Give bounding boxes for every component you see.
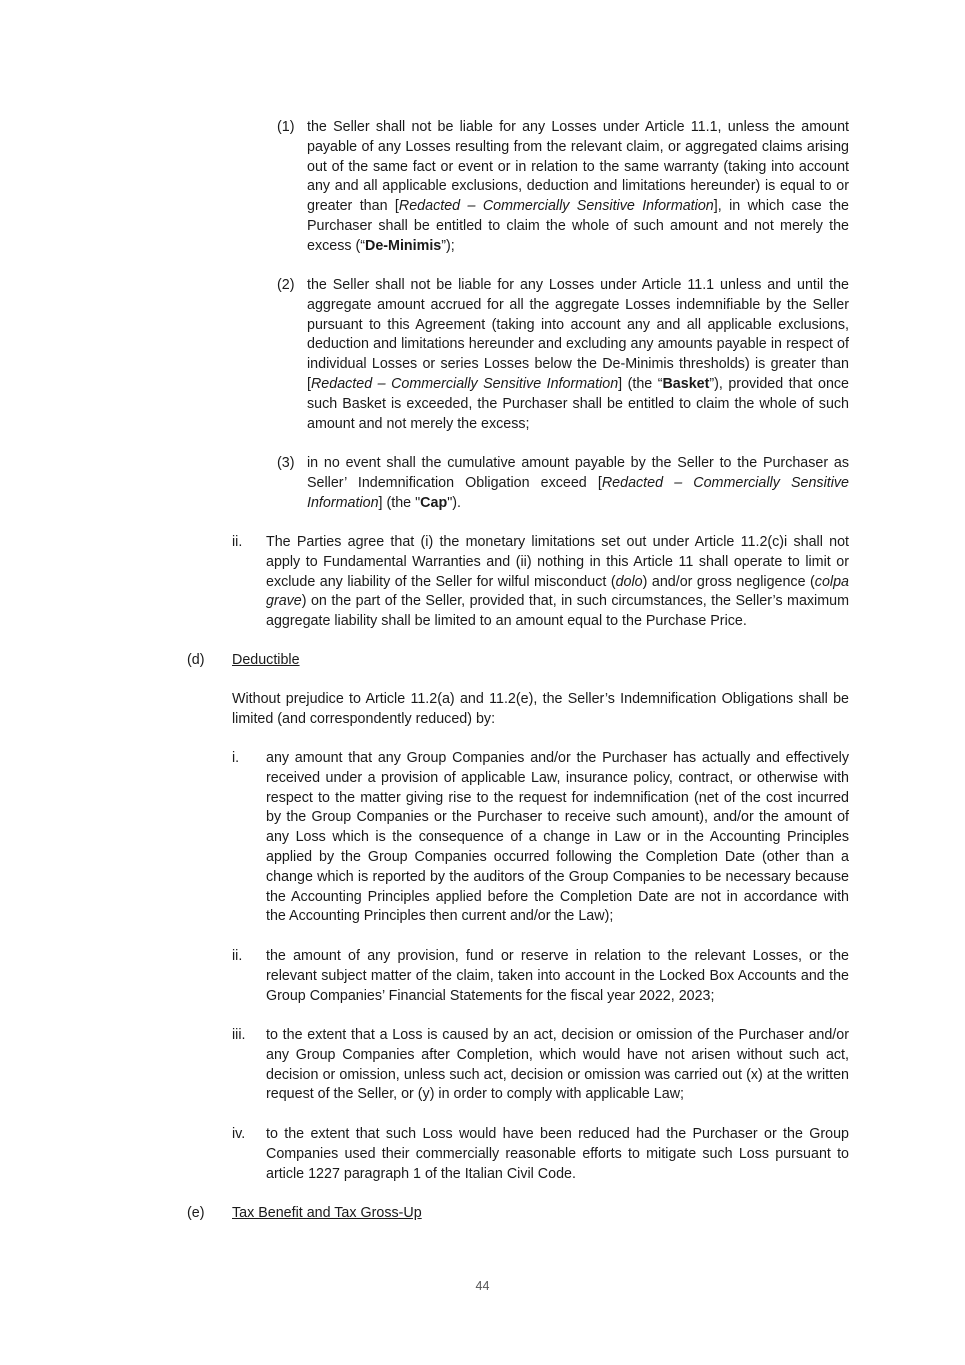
italic-run: Redacted – Commercially Sensitive Information <box>398 198 714 215</box>
section-title: Deductible <box>232 652 300 668</box>
text-run: any amount that any Group Companies and/or the Purchaser has actually and effectively received under a provision of applicable Law, insurance policy, contract, or otherwise with respect to the matter giving rise to the request for indemnification (net of the cost incurred by the Group Companies or the Purchaser to receive such amount), and/or the amount of any Loss which is the consequence of a change in Law or in the Accounting Principles applied by the Group Companies occurred following the Completion Date (other than a change which is reported by the auditors of the Group Companies to be necessary because the Accounting Principles applied before the Completion Date are not in accordance with the Accounting Principles then current and/or the Law); <box>266 750 849 925</box>
section-number: (d) <box>187 652 205 668</box>
text-run: ] (the “ <box>618 375 663 392</box>
italic-run: dolo <box>615 573 643 590</box>
text-run: the Seller shall not be liable for any Losses under Article 11.1, unless the amount payable of any Losses resulting from the relevant claim, or aggregated claims arising out of the same fact or event or in relation to the same warranty (taking into account any and all applicable exclusions, deduction and limitations hereunder) is equal to or greater than [ <box>307 119 849 215</box>
d-item-i <box>232 749 849 927</box>
d-item-iv <box>232 1125 849 1184</box>
text-run: "). <box>447 494 461 511</box>
italic-run: colpa grave <box>266 573 849 610</box>
item-number: ii. <box>232 948 243 964</box>
text-run: in no event shall the cumulative amount payable by the Seller to the Purchaser as Seller’ Indemnification Obligation exceed [ <box>307 455 849 491</box>
defined-term: Cap <box>420 494 448 511</box>
d-item-iii <box>232 1026 849 1105</box>
item-text <box>266 1125 849 1184</box>
item-ii-monetary-limitations <box>232 533 849 632</box>
text-run: ”); <box>441 237 455 254</box>
text-run: the amount of any provision, fund or reserve in relation to the relevant Losses, or the relevant subject matter of the claim, taken into account in the Locked Box Accounts and the Group Companies’ Financial Statements for the fiscal year 2022, 2023; <box>266 948 849 1004</box>
item-number: iv. <box>232 1126 246 1142</box>
section-d-intro: Without prejudice to Article 11.2(a) and 11.2(e), the Seller’s Indemnification Obligations shall be limited (and correspondently reduced) by: <box>232 691 849 727</box>
item-text <box>266 947 849 1006</box>
text-run: ) and/or gross negligence ( <box>642 573 815 590</box>
item-number: ii. <box>232 534 243 550</box>
item-number: (2) <box>277 277 295 293</box>
text-run: to the extent that such Loss would have been reduced had the Purchaser or the Group Companies used their commercially reasonable efforts to mitigate such Loss pursuant to article 1227 paragraph 1 of the Italian Civil Code. <box>266 1126 849 1182</box>
section-number: (e) <box>187 1205 205 1221</box>
text-run: ], in which case the Purchaser shall be entitled to claim the whole of such amount and not merely the excess (“ <box>307 198 850 254</box>
section-e-heading <box>187 1204 587 1224</box>
text-run: ”), provided that once such Basket is exceeded, the Purchaser shall be entitled to claim the whole of such amount and not merely the excess; <box>307 375 849 432</box>
sub-item-3 <box>277 454 849 513</box>
italic-run: Redacted – Commercially Sensitive Information <box>307 474 849 511</box>
item-number: iii. <box>232 1027 246 1043</box>
sub-item-2 <box>277 276 849 434</box>
item-text <box>266 749 849 927</box>
defined-term: Basket <box>662 375 710 392</box>
section-title: Tax Benefit and Tax Gross-Up <box>232 1205 422 1221</box>
text-run: The Parties agree that (i) the monetary limitations set out under Article 11.2(c)i shall not apply to Fundamental Warranties and (ii) nothing in this Article 11 shall operate to limit or exclude any liability of the Seller for wilful misconduct ( <box>266 534 849 590</box>
item-text <box>307 454 849 513</box>
text-run: ) on the part of the Seller, provided that, in such circumstances, the Seller’s maximum aggregate liability shall be limited to an amount equal to the Purchase Price. <box>266 593 849 630</box>
item-text <box>307 276 849 434</box>
item-number: (3) <box>277 455 295 471</box>
italic-run: Redacted – Commercially Sensitive Information <box>310 375 619 392</box>
d-item-ii <box>232 947 849 1006</box>
item-text <box>266 533 849 632</box>
item-number: i. <box>232 750 240 766</box>
sub-item-1 <box>277 118 849 257</box>
page-number: 44 <box>475 1279 490 1293</box>
text-run: to the extent that a Loss is caused by an act, decision or omission of the Purchaser and/or any Group Companies after Completion, which would have not arisen without such act, decision or omission, unless such act, decision or omission was carried out (x) at the written request of the Seller, or (y) in order to comply with applicable Law; <box>266 1027 849 1103</box>
item-number: (1) <box>277 119 295 135</box>
section-d-heading <box>187 651 587 671</box>
defined-term: De-Minimis <box>365 237 442 254</box>
item-text <box>266 1026 849 1105</box>
item-text <box>307 118 849 257</box>
text-run: ] (the " <box>378 494 421 511</box>
text-run: the Seller shall not be liable for any Losses under Article 11.1 unless and until the aggregate amount accrued for all the aggregate Losses indemnifiable by the Seller pursuant to this Agreement (taking into account any and all applicable exclusions, deduction and limitations hereunder and excluding any amounts payable in respect of individual Losses or series Losses below the De-Minimis thresholds) is greater than [ <box>307 277 849 392</box>
